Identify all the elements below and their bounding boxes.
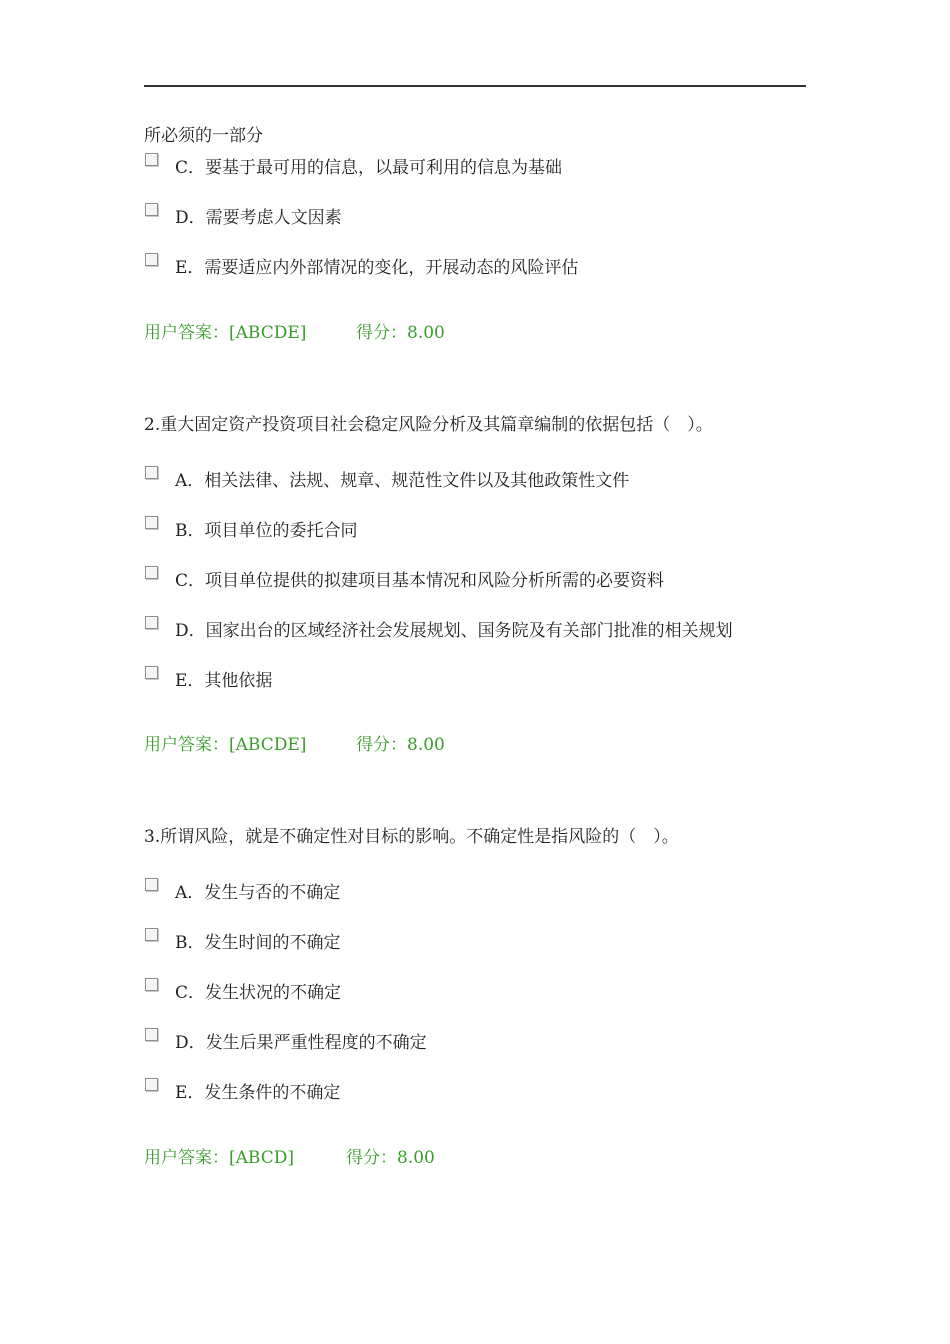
option-label: C．发生状况的不确定 — [175, 983, 342, 1003]
user-answer: 用户答案：[ABCD] — [144, 1148, 294, 1168]
option-label: D．国家出台的区域经济社会发展规划、国务院及有关部门批准的相关规划 — [175, 621, 733, 641]
score: 得分：8.00 — [346, 1148, 435, 1168]
checkbox[interactable] — [145, 878, 158, 891]
option-label: A．相关法律、法规、规章、规范性文件以及其他政策性文件 — [175, 471, 630, 491]
option-label: E．发生条件的不确定 — [175, 1083, 341, 1103]
checkbox[interactable] — [145, 978, 158, 991]
checkbox[interactable] — [145, 666, 158, 679]
option-label: B．发生时间的不确定 — [175, 933, 341, 953]
user-answer: 用户答案：[ABCDE] — [144, 323, 307, 343]
option-label: E．其他依据 — [175, 671, 273, 691]
checkbox[interactable] — [145, 1078, 158, 1091]
score: 得分：8.00 — [356, 323, 445, 343]
checkbox[interactable] — [145, 153, 158, 166]
option-label: D．发生后果严重性程度的不确定 — [175, 1033, 427, 1053]
checkbox[interactable] — [145, 203, 158, 216]
score: 得分：8.00 — [356, 735, 445, 755]
question-continuation: 所必须的一部分 — [144, 126, 263, 146]
option-label: B．项目单位的委托合同 — [175, 521, 358, 541]
option-label: C．项目单位提供的拟建项目基本情况和风险分析所需的必要资料 — [175, 571, 665, 591]
option-label: A．发生与否的不确定 — [175, 883, 341, 903]
checkbox[interactable] — [145, 253, 158, 266]
question-2-text: 2.重大固定资产投资项目社会稳定风险分析及其篇章编制的依据包括（ ）。 — [144, 415, 713, 435]
checkbox[interactable] — [145, 928, 158, 941]
checkbox[interactable] — [145, 566, 158, 579]
user-answer: 用户答案：[ABCDE] — [144, 735, 307, 755]
question-3-text: 3.所谓风险，就是不确定性对目标的影响。不确定性是指风险的（ ）。 — [144, 827, 679, 847]
checkbox[interactable] — [145, 516, 158, 529]
checkbox[interactable] — [145, 616, 158, 629]
option-label: D．需要考虑人文因素 — [175, 208, 342, 228]
top-rule — [144, 85, 806, 87]
checkbox[interactable] — [145, 466, 158, 479]
option-label: E．需要适应内外部情况的变化，开展动态的风险评估 — [175, 258, 579, 278]
checkbox[interactable] — [145, 1028, 158, 1041]
option-label: C．要基于最可用的信息，以最可利用的信息为基础 — [175, 158, 563, 178]
